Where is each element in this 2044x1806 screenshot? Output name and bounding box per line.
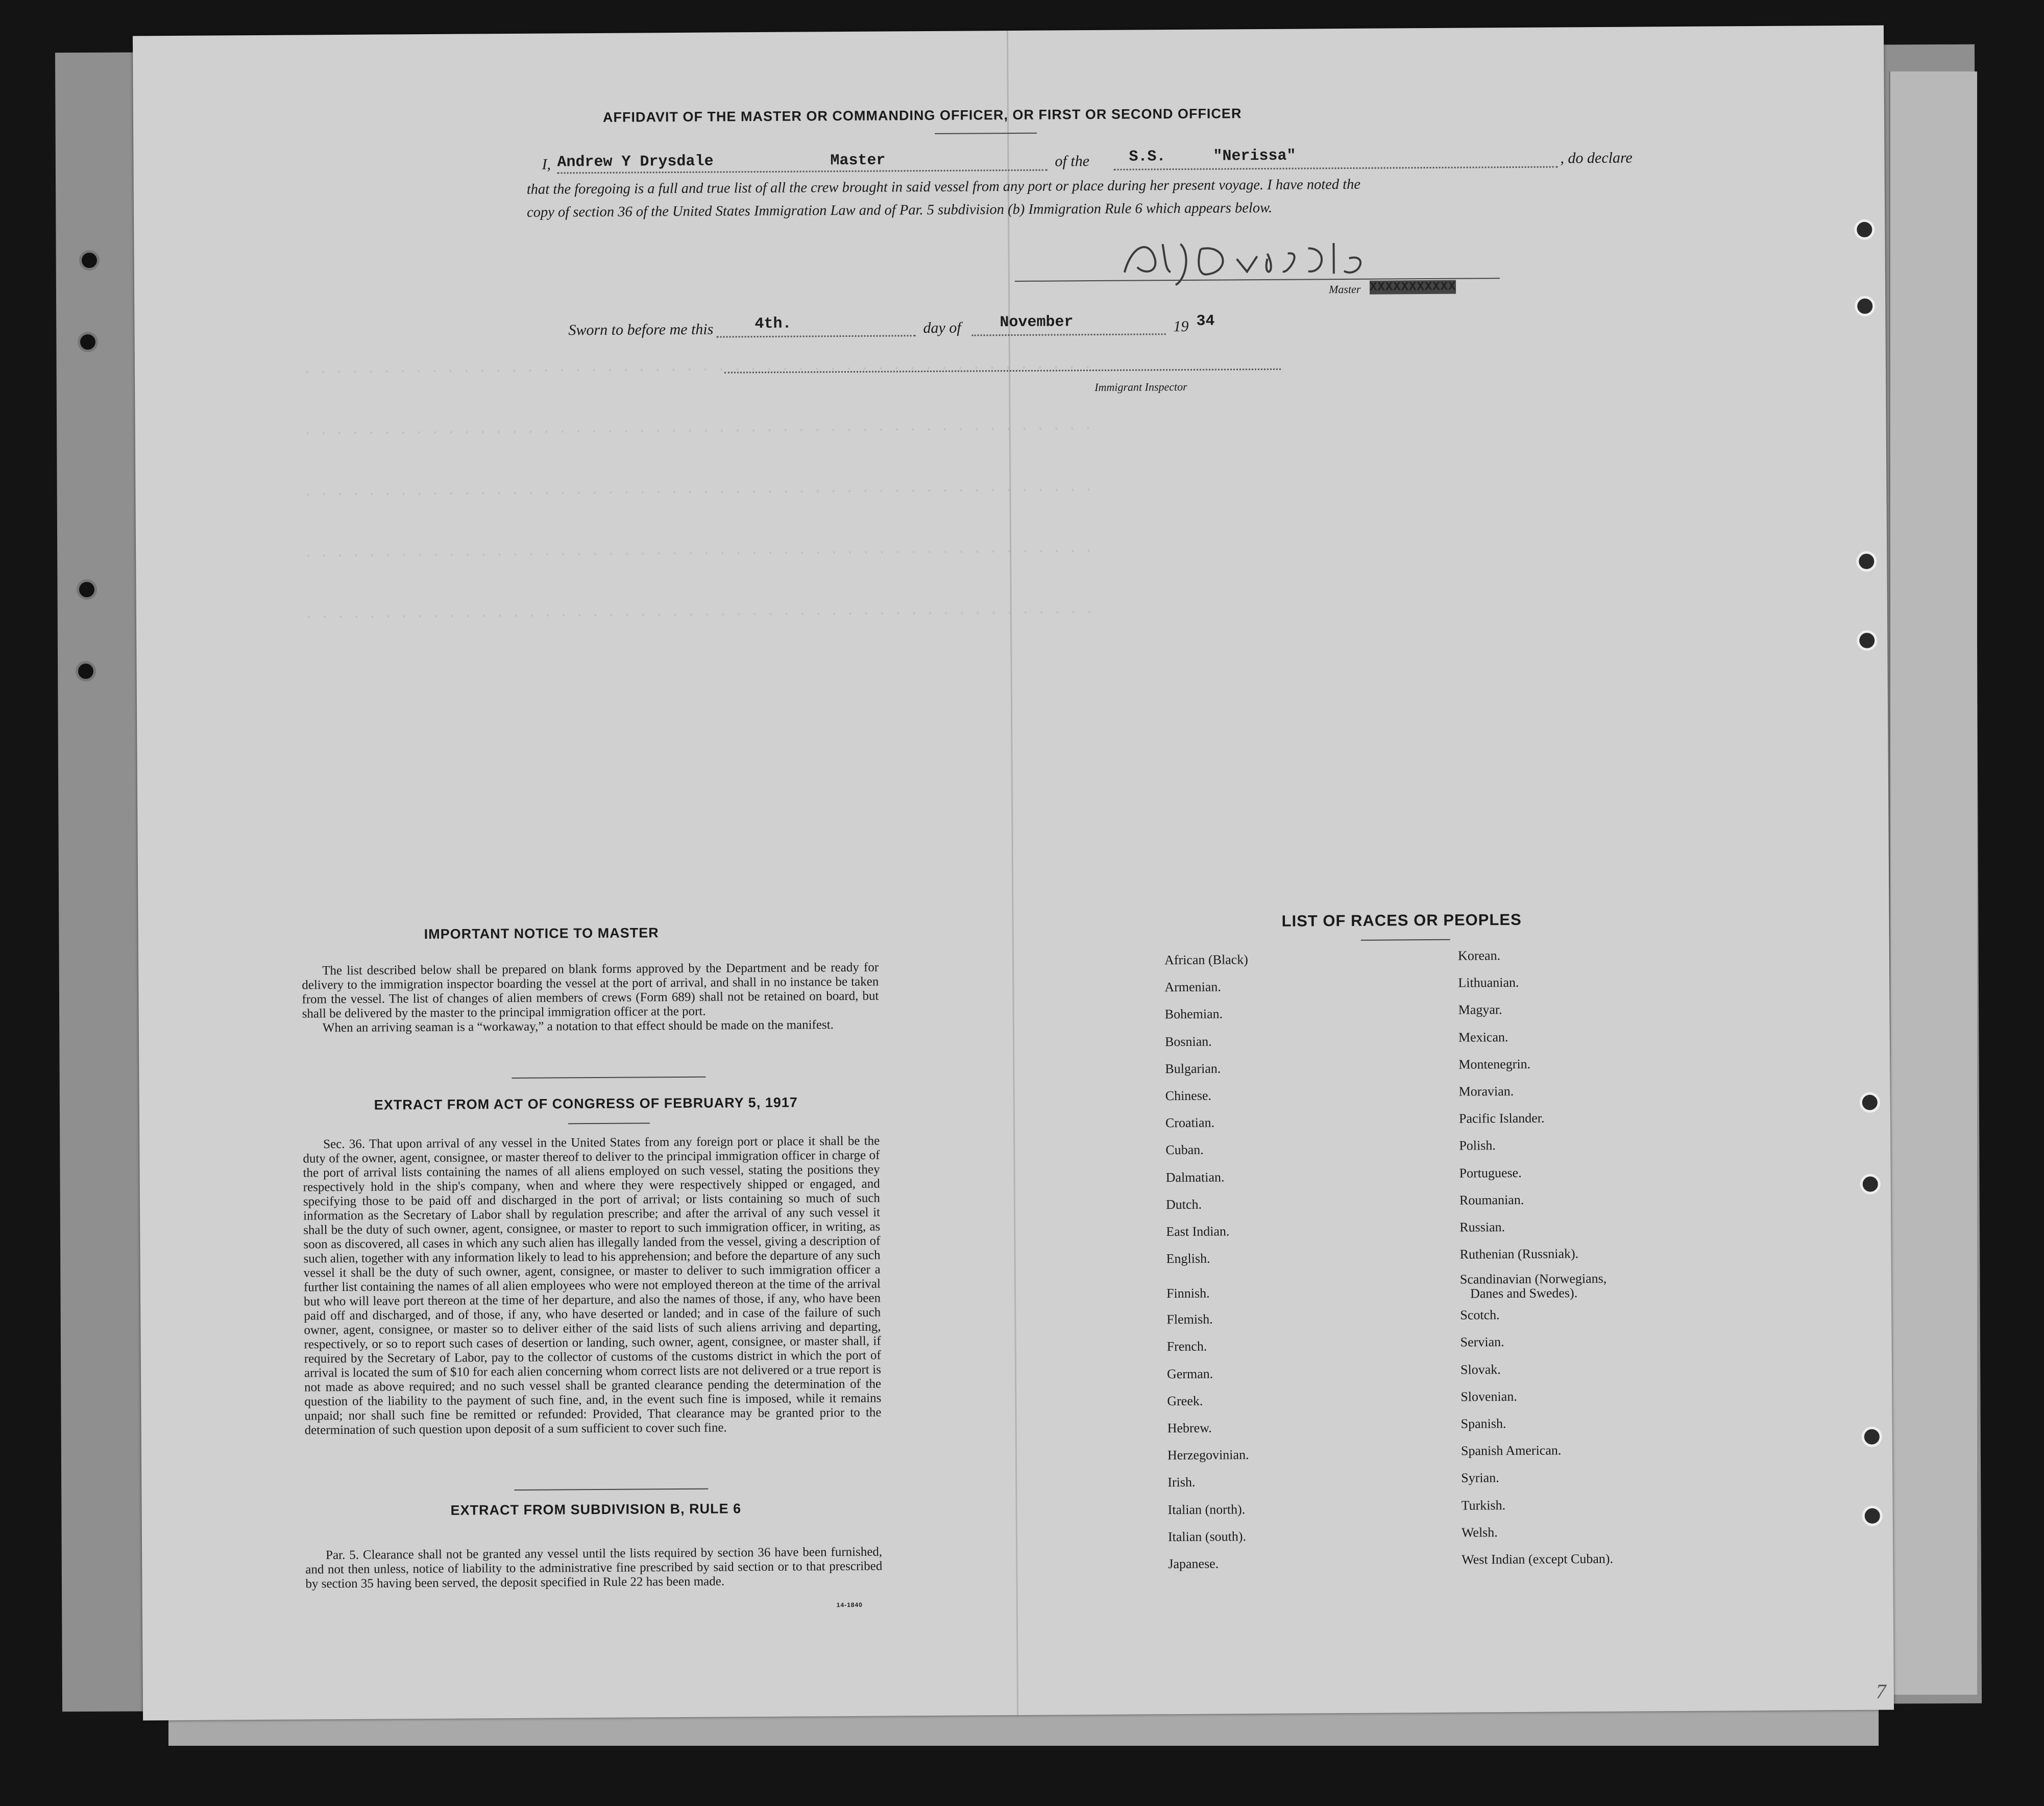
ship-line — [1114, 166, 1558, 170]
bleed-through-text: . . . . . . . . . . . . . . . . . . . . . . . . . . . . . . . . . . . . . . . . . . . . . . . . . . — [304, 541, 1093, 561]
binder-hole-icon — [1862, 1506, 1883, 1526]
race-item: Italian (north). — [1167, 1501, 1246, 1517]
do-declare-label: , do declare — [1560, 149, 1633, 167]
bleed-through-text: . . . . . . . . . . . . . . . . . . . . . . . . . . . . . . . . . . . . . . . . . . . . . . . . . . — [304, 602, 1093, 622]
race-item: Spanish American. — [1461, 1443, 1562, 1458]
extract-act-title: EXTRACT FROM ACT OF CONGRESS OF FEBRUARY 5, 1917 — [374, 1094, 798, 1113]
corner-page-mark: 7 — [1876, 1679, 1886, 1703]
manifest-page — [133, 26, 1894, 1721]
day-of-label: day of — [923, 319, 961, 337]
race-item: Dutch. — [1165, 1197, 1202, 1212]
races-left-column — [1164, 950, 1252, 1582]
race-item: Magyar. — [1458, 1002, 1502, 1018]
binder-hole-icon — [77, 579, 97, 600]
sworn-day: 4th. — [755, 315, 792, 333]
race-item: Korean. — [1457, 948, 1501, 963]
race-item-line: Scandinavian (Norwegians, — [1459, 1271, 1607, 1287]
race-item: English. — [1166, 1251, 1210, 1266]
race-item: Slovak. — [1460, 1361, 1501, 1377]
race-item: Hebrew. — [1167, 1420, 1212, 1436]
master-rank: Master — [830, 152, 886, 170]
race-item: Scotch. — [1460, 1307, 1500, 1323]
bleed-through-text: . . . . . . . . . . . . . . . . . . . . . . . . . . . . . . . . . . . . . . . . . . . . . . . . . . — [303, 418, 1092, 438]
race-item: Flemish. — [1166, 1311, 1213, 1327]
notice-title: IMPORTANT NOTICE TO MASTER — [424, 925, 659, 942]
race-item: German. — [1166, 1366, 1213, 1381]
race-item: Dalmatian. — [1165, 1169, 1225, 1185]
race-item: Italian (south). — [1167, 1528, 1247, 1544]
bleed-through-text: . . . . . . . . . . . . . . . . . . . . . . . . . . . . . . . . . . . . . . . . . . . . . . . . . . — [304, 479, 1093, 500]
race-item: Russian. — [1459, 1219, 1505, 1235]
notice-paragraph-2: When an arriving seaman is a “workaway,” a notation to that effect should be made on the manifest. — [322, 1018, 834, 1035]
master-name: Andrew Y Drysdale — [557, 153, 714, 172]
race-item: Irish. — [1167, 1475, 1196, 1490]
day-line — [717, 335, 916, 337]
race-item: Slovenian. — [1461, 1388, 1517, 1404]
race-item: Spanish. — [1461, 1416, 1506, 1431]
race-item: Bulgarian. — [1165, 1061, 1221, 1076]
races-right-column — [1458, 946, 1613, 1578]
binder-hole-icon — [1854, 219, 1875, 240]
race-item: Polish. — [1459, 1138, 1496, 1153]
race-item: West Indian (except Cuban). — [1462, 1551, 1614, 1567]
binder-hole-icon — [1855, 296, 1875, 316]
sworn-month: November — [1000, 313, 1074, 332]
extract-act-rule — [568, 1122, 650, 1124]
race-item: Chinese. — [1165, 1088, 1212, 1104]
form-number: 14-1840 — [836, 1601, 863, 1609]
extract-act-text — [303, 1134, 882, 1438]
race-item: French. — [1166, 1339, 1207, 1354]
race-item: Ruthenian (Russniak). — [1459, 1246, 1579, 1262]
master-signature-label: Master — [1328, 282, 1361, 296]
race-item: Portuguese. — [1459, 1165, 1522, 1181]
ship-prefix: S.S. — [1129, 148, 1166, 166]
race-item: Roumanian. — [1459, 1192, 1524, 1208]
races-title-rule — [1361, 939, 1450, 941]
race-item: Mexican. — [1458, 1029, 1508, 1045]
binder-hole-icon — [79, 250, 100, 271]
race-item: Syrian. — [1461, 1470, 1499, 1486]
race-item: Montenegrin. — [1458, 1056, 1531, 1072]
race-item: Lithuanian. — [1458, 975, 1519, 990]
race-item: African (Black) — [1164, 952, 1248, 968]
declaration-line-3: copy of section 36 of the United States Immigration Law and of Par. 5 subdivision (b) Immigration Rule 6 which appears below. — [526, 200, 1273, 221]
ship-name: "Nerissa" — [1213, 147, 1296, 165]
i-label: I, — [542, 156, 551, 173]
affidavit-title-rule — [935, 133, 1037, 134]
extract-rule-title: EXTRACT FROM SUBDIVISION B, RULE 6 — [450, 1501, 742, 1518]
right-page-edge — [1889, 71, 1977, 1695]
race-item: Croatian. — [1165, 1115, 1215, 1131]
race-item: Moravian. — [1458, 1083, 1514, 1099]
race-item: Turkish. — [1461, 1497, 1506, 1513]
struck-title: XXXXXXXXXXX — [1369, 280, 1456, 295]
races-title: LIST OF RACES OR PEOPLES — [1281, 910, 1522, 930]
affidavit-title: AFFIDAVIT OF THE MASTER OR COMMANDING OFFICER, OR FIRST OR SECOND OFFICER — [602, 106, 1242, 125]
race-item: Finnish. — [1166, 1285, 1210, 1301]
notice-rule — [512, 1077, 705, 1079]
of-the-label: of the — [1055, 153, 1090, 170]
race-item: Armenian. — [1164, 979, 1221, 995]
race-item: Japanese. — [1168, 1556, 1219, 1572]
inspector-label: Immigrant Inspector — [1094, 380, 1187, 394]
binder-hole-icon — [1860, 1092, 1880, 1113]
extract-rule-divider — [514, 1488, 708, 1491]
race-item: Cuban. — [1165, 1142, 1204, 1158]
notice-paragraph-1: The list described below shall be prepared on blank forms approved by the Department and be ready for delivery to the immigration inspector boarding the vessel at the port of arrival, and shall in no instance be taken from the vessel. The list of changes of alien members of crews (Form 689) shall not be retained on board, but shall be delivered by the master to the principal immigration officer at the port. — [302, 960, 879, 1021]
race-item: Pacific Islander. — [1458, 1110, 1545, 1126]
notice-text — [302, 961, 879, 1036]
race-item: Welsh. — [1461, 1524, 1498, 1540]
race-item-continuation: Danes and Swedes). — [1470, 1285, 1578, 1301]
page-fold — [1007, 31, 1018, 1715]
declaration-line-2: that the foregoing is a full and true list of all the crew brought in said vessel from any port or place during her present voyage. I have noted the — [526, 176, 1361, 198]
race-item: East Indian. — [1166, 1224, 1230, 1239]
binder-hole-icon — [1856, 551, 1877, 572]
extract-rule-text — [305, 1545, 882, 1592]
sworn-label: Sworn to before me this — [568, 321, 714, 339]
sworn-year: 34 — [1196, 312, 1215, 330]
bleed-through-text: . . . . . . . . . . . . . . . . . . . . . . . . . . . . . . . . . . . . . . . . . . . . . . . . . . — [303, 357, 1092, 377]
year-prefix: 19 — [1173, 318, 1189, 335]
binder-hole-icon — [78, 332, 98, 352]
binder-hole-icon — [1860, 1174, 1881, 1194]
month-line — [972, 333, 1166, 336]
race-item: Herzegovinian. — [1167, 1447, 1249, 1463]
race-item: Bohemian. — [1164, 1006, 1223, 1022]
binder-hole-icon — [1862, 1427, 1882, 1447]
par-5-text: Par. 5. Clearance shall not be granted any vessel until the lists required by section 36 have been furnished, and not then unless, notice of liability to the administrative fine prescribed by said section or to that prescribed by section 35 having been served, the deposit specified in Rule 22 has been made. — [305, 1545, 883, 1591]
race-item — [1460, 1272, 1612, 1306]
section-36-text: Sec. 36. That upon arrival of any vessel in the United States from any foreign port or place it shall be the duty of the owner, agent, consignee, or master thereof to deliver to the principal immigration officer in charge of the port of arrival lists containing the names of all aliens employed on such vessel, stating the positions they respectively hold in the ship's company, when and where they were respectively shipped or engaged, and specifying those to be paid off and discharged in the port of arrival; or lists containing so much of such information as the Secretary of Labor shall by regulation prescribe; and after the arrival of any such vessel it shall be the duty of such owner, agent, consignee, or master to report to such immigration officer, in writing, as soon as discovered, all cases in which any such alien has illegally landed from the vessel, giving a description of such alien, together with any information likely to lead to his apprehension; and before the departure of any such vessel it shall be the duty of such owner, agent, consignee, or master to deliver to such immigration officer a further list containing the names of all alien employees who were not employed thereon at the time of the arrival but who will leave port thereon at the time of her departure, and also the names of those, if any, who have been paid off and discharged, and of those, if any, who have deserted or landed; and in case of the failure of such owner, agent, consignee, or master so to deliver either of the said lists of such aliens arriving and departing, respectively, or so to report such cases of desertion or landing, such owner, agent, consignee, or master shall, if required by the Secretary of Labor, pay to the collector of customs of the customs district in which the port of arrival is located the sum of $10 for each alien concerning whom correct lists are not delivered or a true report is not made as above required; and no such vessel shall be granted clearance pending the determination of the question of the liability to the payment of such fine, and, in the event such fine is imposed, while it remains unpaid; nor shall such fine be remitted or refunded: Provided, That clearance may be granted prior to the determination of such question upon deposit of a sum sufficient to cover such fine. — [303, 1134, 882, 1437]
race-item: Greek. — [1167, 1393, 1203, 1408]
race-item: Bosnian. — [1164, 1034, 1212, 1049]
binder-hole-icon — [76, 661, 96, 681]
binder-hole-icon — [1857, 630, 1877, 651]
race-item: Servian. — [1460, 1334, 1504, 1350]
